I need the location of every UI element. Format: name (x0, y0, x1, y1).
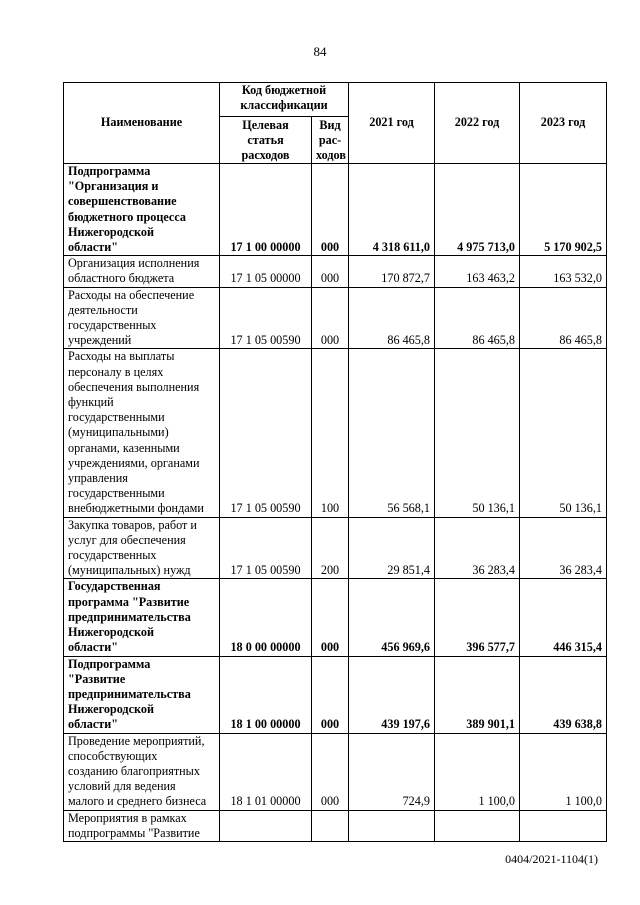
cell-expense-type: 000 (312, 733, 349, 810)
cell-target-article: 18 0 00 00000 (220, 579, 312, 656)
cell-2021: 29 851,4 (349, 517, 435, 579)
cell-2023: 163 532,0 (520, 256, 607, 287)
cell-2023: 5 170 902,5 (520, 164, 607, 256)
document-code: 0404/2021-1104(1) (505, 852, 598, 866)
header-2022: 2022 год (435, 83, 520, 164)
header-2023: 2023 год (520, 83, 607, 164)
header-target-article: Целевая статья расходов (220, 117, 312, 164)
cell-2023 (520, 810, 607, 841)
cell-2023: 86 465,8 (520, 287, 607, 349)
cell-2022: 50 136,1 (435, 349, 520, 517)
cell-2023: 50 136,1 (520, 349, 607, 517)
cell-2021: 439 197,6 (349, 656, 435, 733)
cell-2022: 36 283,4 (435, 517, 520, 579)
cell-name: Проведение мероприятий, способствующих созданию благоприятных условий для ведения малого и среднего бизнеса (64, 733, 220, 810)
cell-name: Подпрограмма "Развитие предпринимательства Нижегородской области" (64, 656, 220, 733)
header-kbk: Код бюджетной классификации (220, 83, 349, 117)
cell-name: Организация исполнения областного бюджета (64, 256, 220, 287)
table-row (64, 287, 607, 349)
cell-2021: 86 465,8 (349, 287, 435, 349)
cell-target-article: 17 1 05 00590 (220, 349, 312, 517)
cell-2021: 456 969,6 (349, 579, 435, 656)
cell-target-article: 17 1 05 00590 (220, 287, 312, 349)
cell-expense-type: 000 (312, 164, 349, 256)
table-row (64, 164, 607, 256)
table-body (64, 164, 607, 842)
cell-name: Расходы на выплаты персоналу в целях обеспечения выполнения функций государственными (муниципальными) органами, казенными учреждениями, органами управления государственными внебюджетными фондами (64, 349, 220, 517)
cell-2022 (435, 810, 520, 841)
cell-2021: 170 872,7 (349, 256, 435, 287)
cell-expense-type (312, 810, 349, 841)
table-row (64, 256, 607, 287)
cell-name: Закупка товаров, работ и услуг для обеспечения государственных (муниципальных) нужд (64, 517, 220, 579)
cell-2023: 439 638,8 (520, 656, 607, 733)
cell-expense-type: 200 (312, 517, 349, 579)
header-2021: 2021 год (349, 83, 435, 164)
cell-2023: 36 283,4 (520, 517, 607, 579)
cell-name: Мероприятия в рамках подпрограммы "Развитие (64, 810, 220, 841)
table-row (64, 349, 607, 517)
table-row (64, 517, 607, 579)
cell-target-article: 17 1 05 00000 (220, 256, 312, 287)
budget-table (63, 82, 607, 842)
cell-target-article (220, 810, 312, 841)
cell-expense-type: 000 (312, 579, 349, 656)
cell-expense-type: 000 (312, 256, 349, 287)
cell-2022: 389 901,1 (435, 656, 520, 733)
cell-2022: 4 975 713,0 (435, 164, 520, 256)
cell-2023: 446 315,4 (520, 579, 607, 656)
table-row (64, 733, 607, 810)
table-row (64, 810, 607, 841)
page-number: 84 (313, 44, 327, 59)
cell-2022: 163 463,2 (435, 256, 520, 287)
cell-expense-type: 000 (312, 287, 349, 349)
cell-target-article: 18 1 00 00000 (220, 656, 312, 733)
cell-target-article: 17 1 00 00000 (220, 164, 312, 256)
cell-target-article: 17 1 05 00590 (220, 517, 312, 579)
cell-2021: 4 318 611,0 (349, 164, 435, 256)
cell-2022: 396 577,7 (435, 579, 520, 656)
cell-2021: 56 568,1 (349, 349, 435, 517)
table-row (64, 656, 607, 733)
cell-2023: 1 100,0 (520, 733, 607, 810)
cell-2021: 724,9 (349, 733, 435, 810)
cell-expense-type: 100 (312, 349, 349, 517)
cell-name: Расходы на обеспечение деятельности государственных учреждений (64, 287, 220, 349)
cell-2021 (349, 810, 435, 841)
cell-name: Подпрограмма "Организация и совершенствование бюджетного процесса Нижегородской области" (64, 164, 220, 256)
cell-2022: 86 465,8 (435, 287, 520, 349)
cell-2022: 1 100,0 (435, 733, 520, 810)
cell-target-article: 18 1 01 00000 (220, 733, 312, 810)
cell-expense-type: 000 (312, 656, 349, 733)
table-row (64, 579, 607, 656)
header-expense-type: Вид рас-ходов (312, 117, 349, 164)
header-name: Наименование (64, 83, 220, 164)
cell-name: Государственная программа "Развитие предпринимательства Нижегородской области" (64, 579, 220, 656)
